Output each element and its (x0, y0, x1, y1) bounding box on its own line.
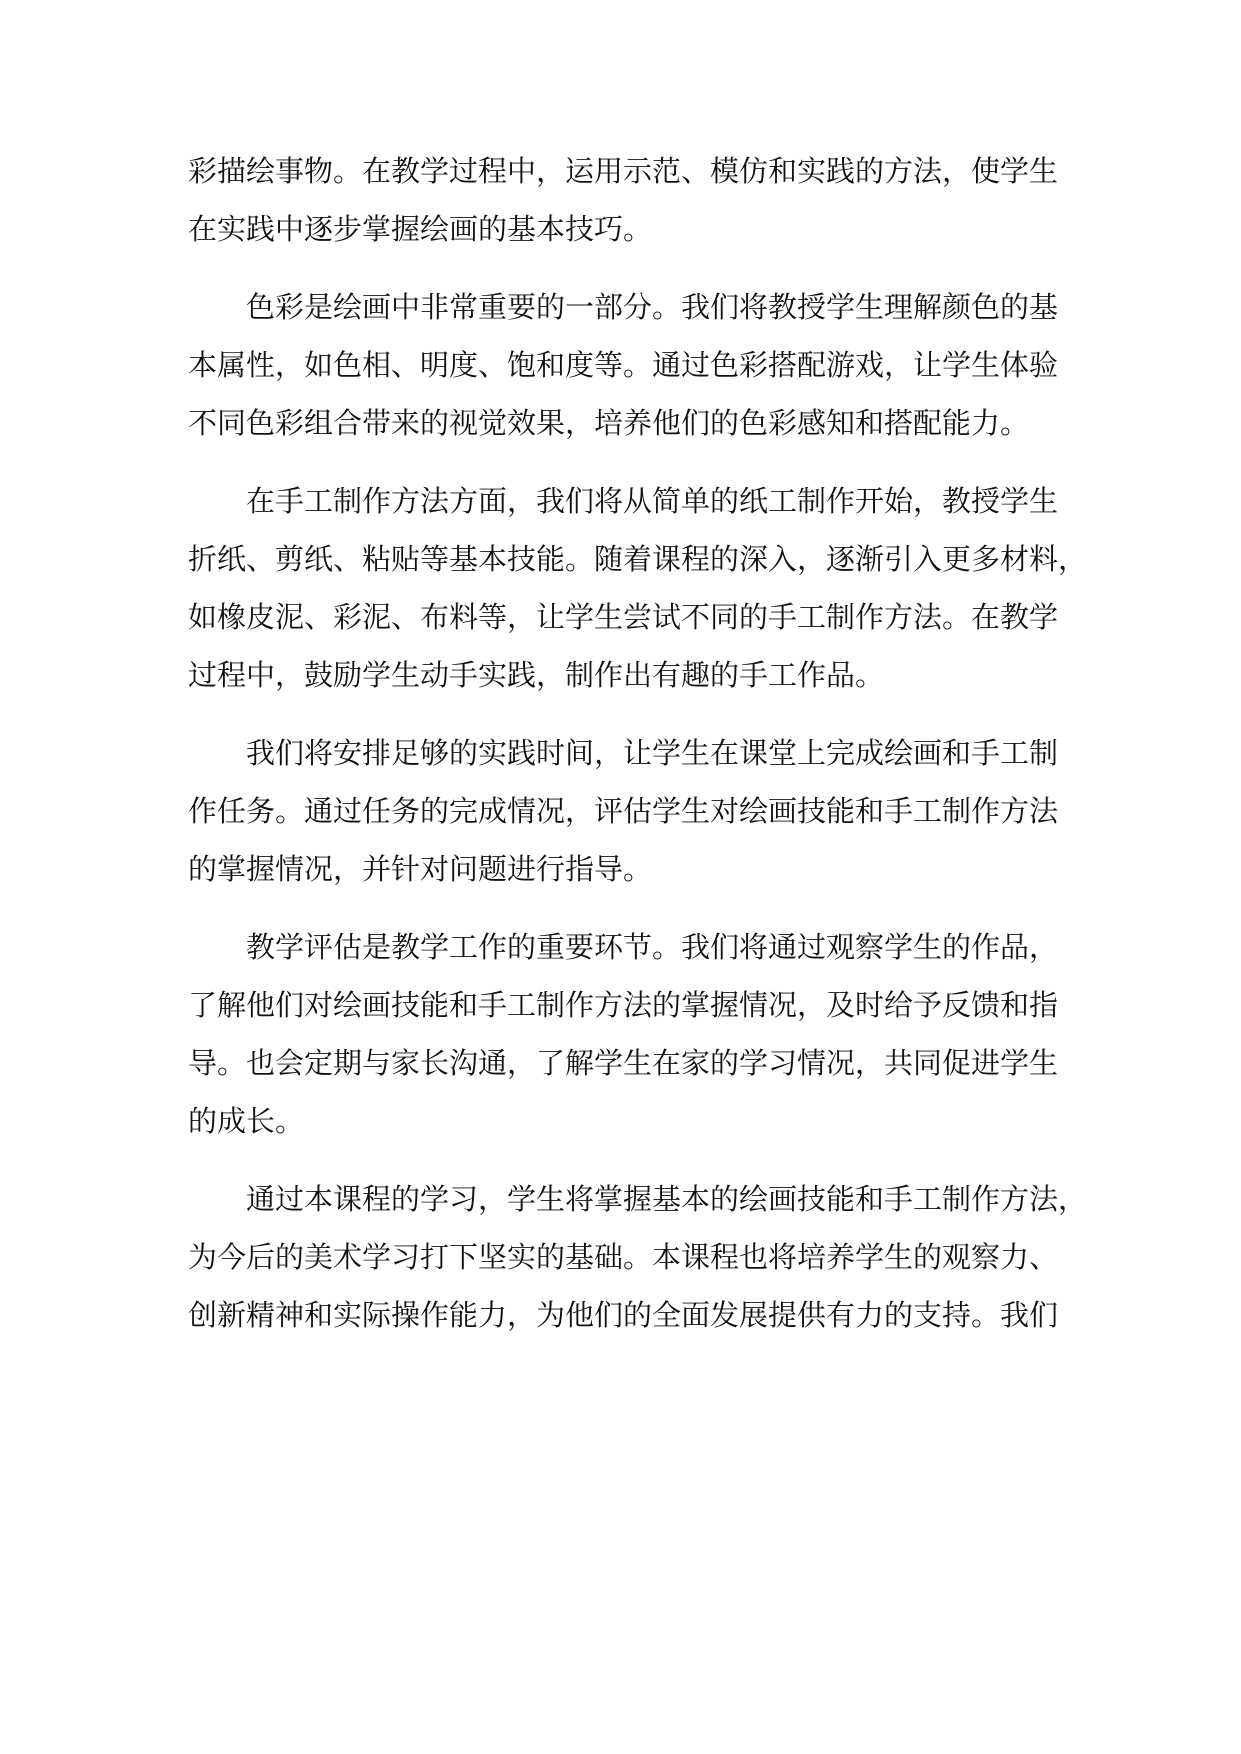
text-line: 我们将安排足够的实践时间，让学生在课堂上完成绘画和手工制 (246, 736, 1059, 770)
text-line: 彩描绘事物。在教学过程中，运用示范、模仿和实践的方法，使学生 (188, 154, 1059, 188)
text-line: 教学评估是教学工作的重要环节。我们将通过观察学生的作品， (246, 930, 1059, 964)
text-line: 了解他们对绘画技能和手工制作方法的掌握情况，及时给予反馈和指 (188, 988, 1059, 1022)
paragraph-4 (188, 724, 1058, 898)
text-line: 作任务。通过任务的完成情况，评估学生对绘画技能和手工制作方法 (188, 794, 1059, 828)
text-line: 导。也会定期与家长沟通，了解学生在家的学习情况，共同促进学生 (188, 1046, 1059, 1080)
text-line: 为今后的美术学习打下坚实的基础。本课程也将培养学生的观察力、 (188, 1240, 1059, 1274)
text-line: 在手工制作方法方面，我们将从简单的纸工制作开始，教授学生 (246, 484, 1059, 518)
text-line: 在实践中逐步掌握绘画的基本技巧。 (188, 212, 653, 246)
paragraph-3 (188, 472, 1088, 704)
paragraph-1 (188, 142, 1058, 258)
paragraph-5 (188, 918, 1058, 1150)
paragraph-2 (188, 278, 1058, 452)
text-line: 折纸、剪纸、粘贴等基本技能。随着课程的深入，逐渐引入更多材料， (188, 542, 1088, 576)
text-line: 色彩是绘画中非常重要的一部分。我们将教授学生理解颜色的基 (246, 290, 1059, 324)
text-line: 如橡皮泥、彩泥、布料等，让学生尝试不同的手工制作方法。在教学 (188, 600, 1059, 634)
text-line: 过程中，鼓励学生动手实践，制作出有趣的手工作品。 (188, 658, 885, 692)
text-line: 的掌握情况，并针对问题进行指导。 (188, 852, 653, 886)
paragraph-6 (188, 1170, 1088, 1344)
text-line: 本属性，如色相、明度、饱和度等。通过色彩搭配游戏，让学生体验 (188, 348, 1059, 382)
document-body (188, 142, 1088, 1344)
text-line: 创新精神和实际操作能力，为他们的全面发展提供有力的支持。我们 (188, 1298, 1059, 1332)
text-line: 的成长。 (188, 1104, 305, 1138)
text-line: 通过本课程的学习，学生将掌握基本的绘画技能和手工制作方法， (246, 1182, 1088, 1216)
text-line: 不同色彩组合带来的视觉效果，培养他们的色彩感知和搭配能力。 (188, 406, 1030, 440)
